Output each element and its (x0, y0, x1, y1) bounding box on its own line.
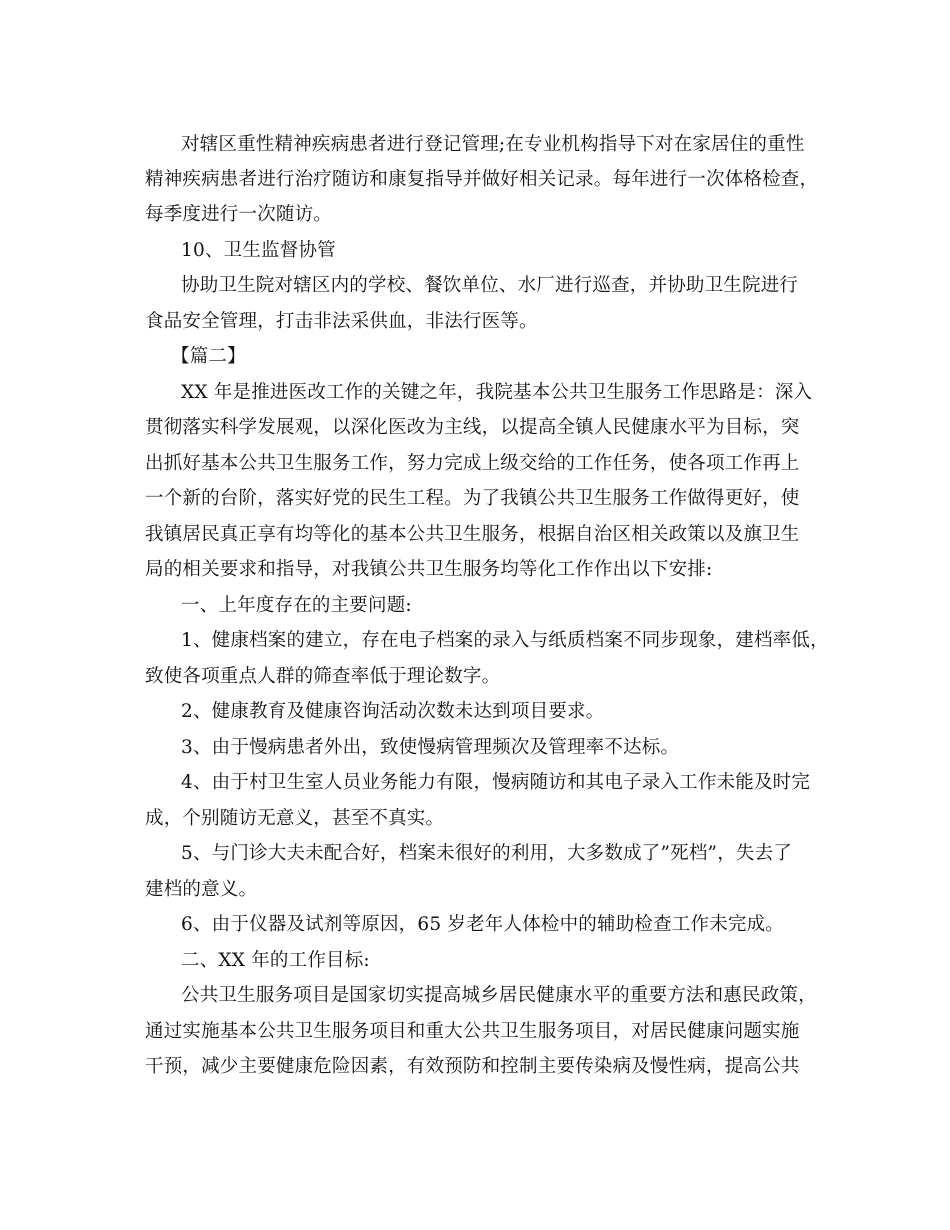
paragraph-line: 通过实施基本公共卫生服务项目和重大公共卫生服务项目，对居民健康问题实施 (145, 1021, 800, 1042)
paragraph-line: 我镇居民真正享有均等化的基本公共卫生服务，根据自治区相关政策以及旗卫生 (145, 524, 800, 545)
paragraph-line: 贯彻落实科学发展观，以深化医改为主线，以提高全镇人民健康水平为目标，突 (145, 417, 800, 438)
part-heading: 【篇二】 (171, 346, 246, 367)
paragraph-line: 一个新的台阶，落实好党的民生工程。为了我镇公共卫生服务工作做得更好，使 (145, 488, 800, 509)
paragraph-line: 协助卫生院对辖区内的学校、餐饮单位、水厂进行巡查，并协助卫生院进行 (181, 275, 799, 296)
paragraph-line: XX 年是推进医改工作的关键之年，我院基本公共卫生服务工作思路是：深入 (181, 382, 813, 403)
section-heading: 二、XX 年的工作目标: (181, 950, 370, 971)
list-item: 6、由于仪器及试剂等原因，65 岁老年人体检中的辅助检查工作未完成。 (181, 914, 784, 935)
paragraph-line: 局的相关要求和指导，对我镇公共卫生服务均等化工作作出以下安排: (145, 559, 713, 580)
section-heading: 10、卫生监督协管 (181, 240, 336, 261)
paragraph-line: 每季度进行一次随访。 (145, 204, 333, 225)
section-heading: 一、上年度存在的主要问题: (181, 595, 412, 616)
list-item-continuation: 成，个别随访无意义，甚至不真实。 (145, 808, 445, 829)
list-item: 2、健康教育及健康咨询活动次数未达到项目要求。 (181, 701, 605, 722)
paragraph-line: 干预，减少主要健康危险因素，有效预防和控制主要传染病及慢性病，提高公共 (145, 1056, 800, 1077)
paragraph-line: 出抓好基本公共卫生服务工作，努力完成上级交给的工作任务，使各项工作再上 (145, 453, 800, 474)
paragraph-line: 公共卫生服务项目是国家切实提高城乡居民健康水平的重要方法和惠民政策， (181, 985, 817, 1006)
list-item-continuation: 致使各项重点人群的筛查率低于理论数字。 (145, 666, 501, 687)
list-item-continuation: 建档的意义。 (145, 879, 258, 900)
list-item: 1、健康档案的建立，存在电子档案的录入与纸质档案不同步现象，建档率低， (181, 630, 829, 651)
paragraph-line: 对辖区重性精神疾病患者进行登记管理;在专业机构指导下对在家居住的重性 (181, 134, 805, 155)
list-item: 4、由于村卫生室人员业务能力有限，慢病随访和其电子录入工作未能及时完 (181, 772, 811, 793)
list-item: 5、与门诊大夫未配合好，档案未很好的利用，大多数成了”死档”，失去了 (181, 843, 792, 864)
paragraph-line: 食品安全管理，打击非法采供血，非法行医等。 (145, 311, 538, 332)
list-item: 3、由于慢病患者外出，致使慢病管理频次及管理率不达标。 (181, 737, 680, 758)
paragraph-line: 精神疾病患者进行治疗随访和康复指导并做好相关记录。每年进行一次体格检查， (145, 169, 819, 190)
